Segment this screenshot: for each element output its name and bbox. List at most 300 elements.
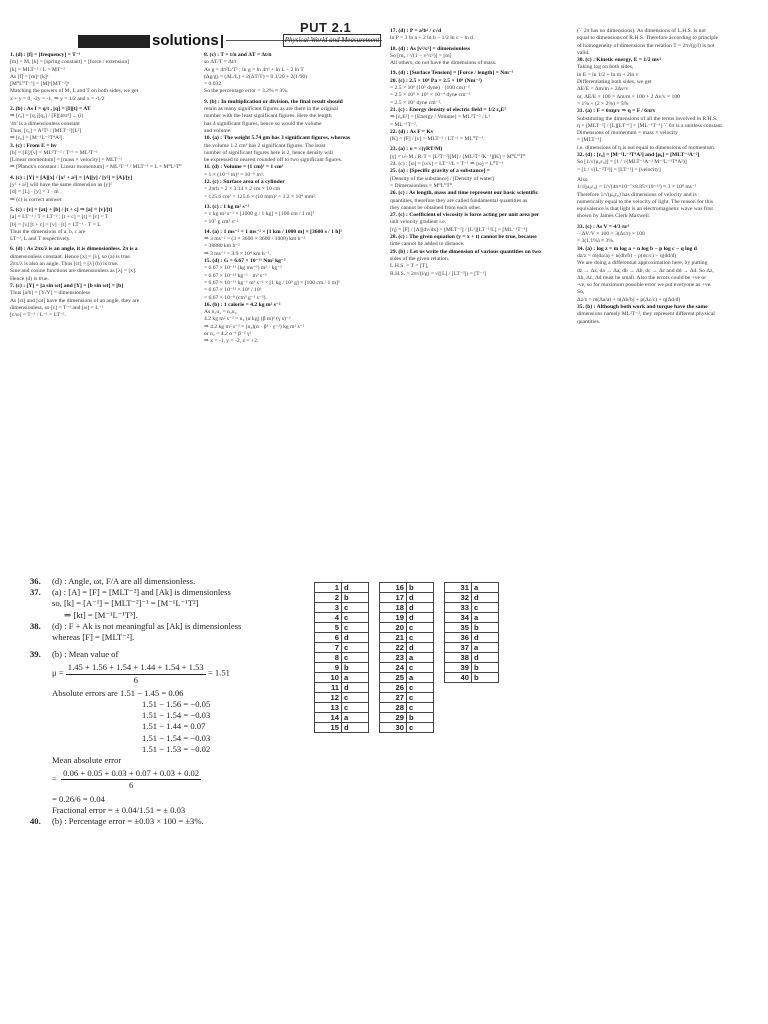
answer-cell: c xyxy=(407,623,434,633)
answer-cell: b xyxy=(472,663,499,673)
empty-cell xyxy=(472,693,499,703)
answer-cell: d xyxy=(472,593,499,603)
column-spacer xyxy=(434,583,445,593)
question-line: 4. (c) : [Y] = [A][x] / [x² + a²] = [A][y] / [y²] = [A]/[y] xyxy=(10,174,133,181)
solution-line: the volume 1.2 cm³ has 2 significant figures. The least xyxy=(204,142,326,149)
solution-line: and volume. xyxy=(204,127,232,134)
question-number-cell: 9 xyxy=(315,663,342,673)
answer-row xyxy=(315,623,499,633)
answer-row xyxy=(315,663,499,673)
question-line: 1. (d) : [f] = [frequency] = T⁻¹ xyxy=(10,52,81,58)
question-number-cell: 26 xyxy=(380,683,407,693)
question-number-cell: 32 xyxy=(445,593,472,603)
empty-cell xyxy=(472,713,499,723)
solution-36 xyxy=(30,576,290,587)
solution-line: = 6.67 × 10⁻¹¹ (kg ms⁻²) m² · kg⁻² xyxy=(204,265,282,272)
column-spacer xyxy=(434,593,445,603)
column-spacer xyxy=(369,623,380,633)
question-line: 14. (a) : 1 ms⁻² = 1 ms⁻² × [1 km / 1000 m] × [3600 s / 1 h]² xyxy=(204,228,342,235)
column-spacer xyxy=(369,673,380,683)
answer-cell: d xyxy=(342,683,369,693)
chapter-subtitle: Physical World and Measurement xyxy=(283,34,381,47)
answer-row xyxy=(315,683,499,693)
solution-line: Thus, [ε₀] = A²T² / [MLT⁻²][L²] xyxy=(10,127,82,134)
solution-line: = 0.032 xyxy=(204,81,222,88)
fraction-numerator: 1.45 + 1.56 + 1.54 + 1.44 + 1.54 + 1.53 xyxy=(66,662,206,674)
solution-line: 1/√(μ₀ε₀) = 1/√(4π×10⁻⁷×8.85×10⁻¹²) ≈ 3 × 10⁸ ms⁻¹ xyxy=(577,184,697,191)
solution-line: Therefore 1/√(μ₀ε₀) has dimensions of velocity and is xyxy=(577,191,697,198)
answer-cell: d xyxy=(472,633,499,643)
solution-line: sides of the given relation. xyxy=(390,255,450,262)
answer-cell: b xyxy=(407,583,434,593)
solution-line: of homogeneity of dimensions the relation T = 2π√(g/l) is not xyxy=(577,42,715,49)
solution-line: -ve, so for maximum possible error we put everyone as +ve. xyxy=(577,282,712,289)
solution-line: ⇒ (c) is correct answer. xyxy=(10,196,63,203)
solution-line: [γ] = υ²·M / R·T = [L²T⁻²][M] / [ML²T⁻²K⁻¹][K] = M⁰L⁰T⁰ xyxy=(390,153,526,160)
solution-line: ⇒ 3 ms⁻² = (3 × 3600 × 3600 / 1000) km h⁻² xyxy=(204,236,306,243)
column-spacer xyxy=(369,703,380,713)
empty-cell xyxy=(472,683,499,693)
question-line: 19. (d) : [Surface Tension] = [Force / length] = Nm⁻¹ xyxy=(390,70,514,77)
solution-line: = 6.67 × 10⁻¹¹ kg⁻¹ m³ s⁻² × [1 kg / 10³ g] × [100 cm / 1 m]³ xyxy=(204,279,340,286)
solution-text: (a) : [A] = [F] = [MLT⁻²] and [Ak] is dimensionless xyxy=(52,587,231,598)
answer-row xyxy=(315,643,499,653)
question-number-cell: 31 xyxy=(445,583,472,593)
mae-formula: = $\frac{0.06 + 0.05 + 0.03 + 0.07 + 0.03 + 0.02}{6}$ xyxy=(52,768,200,791)
question-number: 36. xyxy=(30,576,41,586)
answer-cell: a xyxy=(472,583,499,593)
solution-line: ln P = 3 ln a + 2 ln b − 1/2 ln c − ln d xyxy=(390,35,473,42)
answer-cell: c xyxy=(407,663,434,673)
answer-cell: a xyxy=(407,653,434,663)
question-line: 35. (b) : Although both work and torque have the same xyxy=(577,303,708,310)
solutions-column-2 xyxy=(204,52,384,507)
question-line: 16. (b) : 1 calorie = 4.2 kg m² s⁻² xyxy=(204,301,281,308)
question-line: 18. (d) : As [v²/c²] = dimensionless xyxy=(390,45,471,52)
question-number-cell: 12 xyxy=(315,693,342,703)
question-number-cell: 7 xyxy=(315,643,342,653)
column-spacer xyxy=(369,643,380,653)
solution-line: x + y = 0, -2y = -1, ⇒ y = 1/2 and x = -1/2 xyxy=(10,95,105,102)
answer-cell: d xyxy=(407,643,434,653)
solution-line: equivalence is that light is an electromagnetic wave was first xyxy=(577,206,713,213)
solution-line: = 2πrh = 2 × 3.14 × 2 cm × 10 cm xyxy=(204,186,281,193)
solution-line: ∴ ΔV/V × 100 = 3(Δr/r) × 100 xyxy=(577,231,645,238)
question-line: 33. (c) : As V = 4/3 πr³ xyxy=(577,223,630,230)
column-spacer xyxy=(434,673,445,683)
solution-line: = 2.5 × 10⁶ × 10⁵ × 10⁻⁴ dyne cm⁻² xyxy=(390,92,471,99)
mae-fraction xyxy=(61,768,201,791)
solution-line: = 2.5 × 10⁷ dyne cm⁻². xyxy=(390,99,442,106)
column-spacer xyxy=(369,713,380,723)
answer-cell: b xyxy=(342,663,369,673)
answer-cell: b xyxy=(342,593,369,603)
column-spacer xyxy=(369,593,380,603)
solution-line: LT⁻², L and T respectively. xyxy=(10,236,71,243)
solutions-column-1 xyxy=(10,52,198,507)
question-line: 31. (a) : F = 6πηrv ⇒ η = F / 6πrv xyxy=(577,108,656,115)
solution-line: or, ΔE/E × 100 = Δm/m × 100 + 2 Δv/v × 100 xyxy=(577,93,680,100)
solution-line: dimensionless constant. Hence [x] = [λ], so (a) is true. xyxy=(10,253,132,260)
column-spacer xyxy=(434,643,445,653)
solution-line: 24. (c) : [ω] = [υ/x] = LT⁻¹/L = T⁻¹ ⇒ [ω] = L⁰T⁻¹ xyxy=(390,161,504,168)
column-spacer xyxy=(434,683,445,693)
solution-line: equal to dimensions of R.H.S. Therefore according to principle xyxy=(577,35,719,42)
question-line: 8. (c) : T = t/n and ΔT = Δt/n xyxy=(204,52,272,58)
solution-line: Substituting the dimensions of all the terms involved in R.H.S. xyxy=(577,115,718,122)
solution-text: (d) : F + Ak is not meaningful as [Ak] is dimensionless xyxy=(52,620,242,631)
solution-line: has 4 significant figures, hence so would the volume xyxy=(204,120,322,127)
solution-line: Δz/z = m(Δa/a) + n(Δb/b) + p(Δc/c) + q(Δd/d) xyxy=(577,296,681,303)
mae-result: = 0.26/6 = 0.04 xyxy=(52,793,105,804)
mean-formula xyxy=(30,662,290,685)
question-number-cell: 25 xyxy=(380,673,407,683)
question-line: 3. (c) : From E = hν xyxy=(10,142,57,149)
solution-37 xyxy=(30,587,290,598)
question-number: 37. xyxy=(30,587,41,598)
solution-line: As [ct] and [ωt] have the dimensions of an angle, they are xyxy=(10,297,140,304)
solution-line: ln E = ln 1/2 + ln m + 2ln v xyxy=(577,71,639,78)
page-title: PUT 2.1 xyxy=(300,20,352,35)
answer-row xyxy=(315,703,499,713)
solution-line: dz → Δz, da → Δa, db → Δb, dc → Δc and dd → Δd. So Δz, xyxy=(577,267,714,274)
column-spacer xyxy=(369,633,380,643)
answer-cell: a xyxy=(342,713,369,723)
solution-38 xyxy=(30,621,290,632)
question-line: 7. (c) : [Y] = [a sin ωt] and [Y] = [b sin ωt] = [b] xyxy=(10,282,124,289)
answer-cell: d xyxy=(342,633,369,643)
solution-line: Differentiating both sides, we get xyxy=(577,79,652,86)
solution-line: quantities, therefore they are called fundamental quantities as xyxy=(390,197,528,204)
question-number-cell: 37 xyxy=(445,643,472,653)
solution-line: be expressed to nearest rounded off to two significant figures. xyxy=(204,157,343,164)
empty-cell xyxy=(445,723,472,733)
question-number-cell: 21 xyxy=(380,633,407,643)
mean-fraction xyxy=(66,662,206,685)
solution-line: = 125.6 cm² = 125.6 × (10 mm)² = 1.2 × 10⁴ mm². xyxy=(204,193,317,200)
question-number-cell: 36 xyxy=(445,633,472,643)
solution-text: (b) : Mean value of xyxy=(52,649,119,660)
question-number-cell: 8 xyxy=(315,653,342,663)
solution-line: = Dimensionless = M⁰L⁰T⁰. xyxy=(390,182,454,189)
answer-cell: c xyxy=(342,693,369,703)
question-number: 38. xyxy=(30,620,41,631)
question-number-cell: 24 xyxy=(380,663,407,673)
solution-line: shown by James Clerk Maxwell. xyxy=(577,213,651,220)
answer-cell: c xyxy=(342,653,369,663)
solution-line: valid. xyxy=(577,49,590,56)
question-line: 28. (c) : The given equation (y = x + t) cannot be true, because xyxy=(390,234,537,241)
solution-line: or n₂ = 4.2 α⁻¹ β⁻² γ² xyxy=(204,330,252,337)
answer-row xyxy=(315,583,499,593)
column-spacer xyxy=(434,663,445,673)
section-header-label: solutions xyxy=(152,32,219,49)
column-spacer xyxy=(369,663,380,673)
fraction-numerator: 0.06 + 0.05 + 0.03 + 0.07 + 0.03 + 0.02 xyxy=(61,768,201,780)
question-line: 15. (d) : G = 6.67 × 10⁻¹¹ Nm² kg⁻² xyxy=(204,258,286,265)
question-number-cell: 1 xyxy=(315,583,342,593)
column-spacer xyxy=(369,653,380,663)
question-number-cell: 39 xyxy=(445,663,472,673)
column-spacer xyxy=(369,723,380,733)
solution-line: = 6.67 × 10⁻¹¹ kg⁻¹ · m³ s⁻² xyxy=(204,272,267,279)
question-number-cell: 20 xyxy=(380,623,407,633)
solution-line: We are doing a differential approximation here, by putting xyxy=(577,260,708,267)
solution-line: ⇒ x = -1, y = -2, z = +2. xyxy=(204,338,259,345)
solution-text: ⇒ [kt] = [M⁻¹L⁻¹T³]. xyxy=(64,609,138,620)
answer-cell: d xyxy=(407,613,434,623)
answer-row xyxy=(315,693,499,703)
solution-line: All others, do not have the dimensions of mass. xyxy=(390,60,497,67)
answer-cell: c xyxy=(407,683,434,693)
empty-cell xyxy=(445,683,472,693)
answer-key-table xyxy=(314,582,499,733)
solution-line: [a] = LT⁻¹ / T = LT⁻² ; [t + c] = [t] = [c] = T xyxy=(10,214,109,221)
solution-line: Hence (d) is true. xyxy=(10,275,49,282)
answer-row xyxy=(315,613,499,623)
solution-text: (d) : Angle, ωt, F/A are all dimensionless. xyxy=(52,576,196,586)
answer-cell: a xyxy=(472,613,499,623)
lower-solutions xyxy=(30,576,290,826)
column-spacer xyxy=(369,583,380,593)
empty-cell xyxy=(472,703,499,713)
solution-line: = 2.5 × 10⁶ (10⁵ dyne) · (100 cm)⁻² xyxy=(390,85,470,92)
answer-cell: d xyxy=(407,603,434,613)
solution-line: [h] = [E]/[ν] = ML²T⁻² / T⁻¹ = ML²T⁻¹ xyxy=(10,149,98,156)
question-line: 17. (d) : P = a³b² / c√d xyxy=(390,28,442,34)
question-number-cell: 5 xyxy=(315,623,342,633)
column-spacer xyxy=(369,693,380,703)
solution-line: unit velocity gradient i.e. xyxy=(390,219,447,226)
absolute-errors: Absolute errors are 1.51 − 1.45 = 0.06 xyxy=(52,687,184,698)
question-number: 40. xyxy=(30,816,41,827)
solution-line: dz/z = m(da/a) + n(db/b) − p(dc/c) − q(dd/d) xyxy=(577,252,677,259)
column-spacer xyxy=(434,693,445,703)
absolute-error: 1.51 − 1.53 = −0.02 xyxy=(142,743,211,754)
solution-line: dimensions namely ML²T⁻², they represent different physical xyxy=(577,311,715,318)
question-line: 25. (a) : [Specific gravity of a substance] = xyxy=(390,168,490,175)
solution-line: Dimensions of momentum = mass × velocity xyxy=(577,130,678,137)
solution-line: number with the least significant figures. Here the length xyxy=(204,113,332,120)
answer-cell: c xyxy=(472,603,499,613)
column-spacer xyxy=(434,633,445,643)
answer-cell: c xyxy=(342,703,369,713)
solution-line: Also xyxy=(577,176,588,183)
absolute-error: 1.51 − 1.56 = −0.05 xyxy=(142,699,211,710)
solution-line: = 6.67 × 10⁻⁸ (cm³ g⁻¹ s⁻²). xyxy=(204,294,267,301)
answer-cell: c xyxy=(342,643,369,653)
solution-line: [m] = M, [k] = [spring constant] = [force / extension] xyxy=(10,59,129,66)
question-number-cell: 6 xyxy=(315,633,342,643)
question-number-cell: 30 xyxy=(380,723,407,733)
solution-line: [d] = [L] · [y] = 1 · m xyxy=(10,189,59,196)
answer-cell: d xyxy=(407,593,434,603)
answer-cell: b xyxy=(472,673,499,683)
question-line: 27. (c) : Coefficient of viscosity is force acting per unit area per xyxy=(390,212,540,219)
solution-line: = 3(1.1%) ≈ 3%. xyxy=(577,238,615,245)
solution-line: = 1 × (10⁻² m)³ = 10⁻⁶ m³. xyxy=(204,171,264,178)
solution-line: [M⁰L⁰T⁻¹] = [M]ˣ[MT⁻²]ʸ xyxy=(10,81,70,88)
question-number-cell: 27 xyxy=(380,693,407,703)
question-line: 23. (a) : υ = √(γRT/M) xyxy=(390,146,443,153)
question-line: 21. (c) : Energy density of electric field = 1/2 ε₀E² xyxy=(390,106,506,113)
question-number-cell: 16 xyxy=(380,583,407,593)
solution-line: [Linear momentum] = [mass × velocity] = MLT⁻¹ xyxy=(10,157,122,164)
question-line: 30. (c) : Kinetic energy, E = 1/2 mv² xyxy=(577,57,662,64)
answer-row xyxy=(315,723,499,733)
solution-line: number of significant figures here is 2, hence density will xyxy=(204,149,333,156)
answer-cell: a xyxy=(342,673,369,683)
solution-line: = 6.67 × 10⁻¹¹ × 10⁶ / 10³ xyxy=(204,287,262,294)
solution-line: So [1/√(μ₀ε₀)] = [1 / √(MLT⁻²A⁻² M⁻¹L⁻³T⁴A²)] xyxy=(577,159,687,166)
solution-line: numerically equal to the velocity of light. The reason for this xyxy=(577,198,714,205)
solution-line: So [m₀ / √(1 − v²/c²)] = [m] xyxy=(390,52,452,59)
question-number-cell: 14 xyxy=(315,713,342,723)
solution-line: = 1% + (2 × 2%) = 5% xyxy=(577,100,629,107)
answer-row xyxy=(315,633,499,643)
empty-cell xyxy=(445,713,472,723)
solution-line: Thus [a/b] = [Y/Y] = dimensionless xyxy=(10,290,91,297)
solution-text: so, [k] = [A⁻¹] = [MLT⁻²]⁻¹ = [M⁻¹L⁻¹T²] xyxy=(52,598,199,609)
solution-line: [k] = MLT⁻² / L = MT⁻² xyxy=(10,66,65,73)
solution-line: '4π' is a dimensionless constant xyxy=(10,120,80,127)
question-number-cell: 15 xyxy=(315,723,342,733)
question-line: 32. (d) : [ε₀] = [M⁻¹L⁻³T⁴A²] and [μ₀] = [MLT⁻²A⁻²] xyxy=(577,152,700,159)
solution-line: Δb, Δc, Δd must be small. Also the errors could be +ve or xyxy=(577,274,707,281)
solution-line: 4.2 kg m² s⁻² = n₂ (α kg) (β m)² (γ s)⁻² xyxy=(204,316,291,323)
solution-line: ⇒ 3 ms⁻² = 3.9 × 10⁴ km h⁻². xyxy=(204,250,271,257)
fraction-denominator: 6 xyxy=(128,780,134,791)
question-line: 5. (c) : [v] = [at] + [b] / [t + c] ⇒ [a] = [v]/[t] xyxy=(10,206,113,213)
solution-text: whereas [F] = [MLT⁻²]. xyxy=(52,632,135,643)
fractional-error: Fractional error = ± 0.04/1.51 = ± 0.03 xyxy=(52,804,186,815)
mu-symbol: μ = xyxy=(52,668,64,679)
column-spacer xyxy=(369,603,380,613)
answer-row xyxy=(315,653,499,663)
answer-cell: d xyxy=(472,653,499,663)
solution-line: dimensionless, so [c] = T⁻¹ and [ω] = L⁻¹ xyxy=(10,304,104,311)
solution-line: 2πx/λ is also an angle. Thus [ct] = [λ] (b) is true. xyxy=(10,261,119,268)
solution-line: ⇒ [ε₀E²] = [Energy / Volume] = ML²T⁻² / L³ xyxy=(390,114,490,121)
question-line: 10. (a) : The weight 5.74 gm has 3 significant figures, whereas xyxy=(204,135,351,142)
question-line: 34. (a) : log z = m log a + n log b − p log c − q log d xyxy=(577,245,697,252)
solution-line: they cannot be obtained from each other. xyxy=(390,204,482,211)
question-line: 26. (c) : As length, mass and time represent our basic scientific xyxy=(390,190,539,197)
question-number-cell: 4 xyxy=(315,613,342,623)
solution-line: = [MLT⁻¹] xyxy=(577,137,602,144)
question-line: 20. (c) : 2.5 × 10⁶ Pa = 2.5 × 10⁶ (Nm⁻²) xyxy=(390,77,482,84)
solution-40 xyxy=(30,816,290,827)
solution-line: So the percentage error = 3.2% ≈ 3%. xyxy=(204,88,289,95)
absolute-error: 1.51 − 1.54 = −0.03 xyxy=(142,710,211,721)
answer-cell: c xyxy=(342,623,369,633)
solution-line: Sine and cosine functions are dimensionless as [λ] = [x]. xyxy=(10,268,137,275)
answer-cell: a xyxy=(407,673,434,683)
question-line: 13. (c) : 1 kg m² s⁻² xyxy=(204,203,250,210)
solution-text: (b) : Percentage error = ±0.03 × 100 = ±3%. xyxy=(52,816,204,827)
solutions-column-4 xyxy=(577,28,762,498)
solution-line: [y² + a²] will have the same dimension as [y]² xyxy=(10,182,112,189)
solution-line: Thus the dimensions of a, b, c are xyxy=(10,228,86,235)
answer-row xyxy=(315,673,499,683)
solution-line: time cannot be added to distance. xyxy=(390,241,465,248)
solution-line: R.H.S. = 2π√(l/g) = √([L] / [LT⁻²]) = [T⁻¹] xyxy=(390,270,486,277)
solution-line: = [1 / √(L⁻²T²)] = [LT⁻¹] = [velocity] xyxy=(577,166,661,173)
fraction-denominator: 6 xyxy=(133,674,138,685)
solution-line: [b] = [v] [t + c] = [v] · [t] = LT⁻¹ · T = L xyxy=(10,221,101,228)
solution-line: (∵ 2π has no dimensions). As dimensions of L.H.S. is not xyxy=(577,28,706,34)
solution-line: As [f] = [m]ˣ [k]ʸ xyxy=(10,73,49,80)
solution-line: [c/ω] = T⁻¹ / L⁻¹ = LT⁻¹. xyxy=(10,312,67,319)
absolute-error: 1.51 − 1.54 = −0.03 xyxy=(142,732,211,743)
question-number: 39. xyxy=(30,649,41,660)
question-line: 9. (b) : In multiplication or division, the final result should xyxy=(204,98,343,105)
answer-cell: c xyxy=(407,703,434,713)
question-line: 2. (b) : As I = q/t , [q] = [I][t] = AT xyxy=(10,106,91,113)
solution-line: ⇒ [ε₀] = [M⁻¹L⁻³T⁴A²]. xyxy=(10,135,64,142)
solution-line: = ML⁻¹T⁻². xyxy=(390,121,418,128)
question-line: 11. (d) : Volume = (1 cm)³ = 1 cm³ xyxy=(204,164,284,171)
question-line: 29. (b) : Let us write the dimension of various quantities on two xyxy=(390,248,541,255)
answer-cell: b xyxy=(407,713,434,723)
solution-line: (Δg/g) = (ΔL/L) + 2(ΔT/T) = 0.1/20 + 2(1/90) xyxy=(204,73,308,80)
question-number-cell: 2 xyxy=(315,593,342,603)
solution-line: As g = 4π²L/T² ; ln g = ln 4π² + ln L − 2 ln T xyxy=(204,66,304,73)
answer-cell: a xyxy=(472,643,499,653)
question-number-cell: 13 xyxy=(315,703,342,713)
solution-line: ⇒ [Planck's constant / Linear momentum] = ML²T⁻¹ / MLT⁻¹ = L = M⁰L¹T⁰ xyxy=(10,164,182,171)
column-spacer xyxy=(369,683,380,693)
question-line: 12. (c) : Surface area of a cylinder xyxy=(204,179,285,186)
question-number-cell: 40 xyxy=(445,673,472,683)
question-number-cell: 11 xyxy=(315,683,342,693)
solution-line: retain as many significant figures as are there in the original xyxy=(204,106,339,113)
solution-line: ⇒ [ε₀] = [q₁][q₂] / [F][4πr²] ... (i) xyxy=(10,113,84,120)
solution-line: As n₁u₁ = n₂u₂ xyxy=(204,309,237,316)
question-number-cell: 38 xyxy=(445,653,472,663)
column-spacer xyxy=(434,653,445,663)
answer-row xyxy=(315,603,499,613)
question-number-cell: 28 xyxy=(380,703,407,713)
solution-39 xyxy=(30,649,290,660)
solution-line: = 10⁷ g cm² s⁻² xyxy=(204,218,239,225)
question-number-cell: 10 xyxy=(315,673,342,683)
question-number-cell: 35 xyxy=(445,623,472,633)
solution-line: = 38880 km h⁻² xyxy=(204,243,240,250)
column-spacer xyxy=(434,603,445,613)
answer-cell: c xyxy=(342,613,369,623)
solution-line: ΔE/E = Δm/m + 2Δv/v xyxy=(577,86,629,93)
solution-line: Taking log on both sides, xyxy=(577,64,634,71)
mean-result: = 1.51 xyxy=(207,668,230,679)
question-number-cell: 3 xyxy=(315,603,342,613)
mean-absolute-error-label: Mean absolute error xyxy=(52,755,122,766)
solution-line: [η] = [F] / [A][dv/dx] = [MLT⁻²] / [L²][LT⁻¹/L] = [ML⁻¹T⁻¹] xyxy=(390,226,528,233)
answer-cell: d xyxy=(342,723,369,733)
column-spacer xyxy=(434,613,445,623)
column-spacer xyxy=(434,723,445,733)
solution-line: so ΔT/T = Δt/t xyxy=(204,59,237,66)
answer-cell: b xyxy=(472,623,499,633)
question-number-cell: 17 xyxy=(380,593,407,603)
question-number-cell: 23 xyxy=(380,653,407,663)
solutions-column-3 xyxy=(390,28,570,498)
column-spacer xyxy=(369,613,380,623)
solution-line: quantities. xyxy=(577,318,601,325)
empty-cell xyxy=(472,723,499,733)
solution-line: η = [MLT⁻²] / [L][LT⁻¹] = [ML⁻¹T⁻¹] ∵ 6π is a unitless constant. xyxy=(577,122,724,129)
answer-cell: c xyxy=(407,723,434,733)
